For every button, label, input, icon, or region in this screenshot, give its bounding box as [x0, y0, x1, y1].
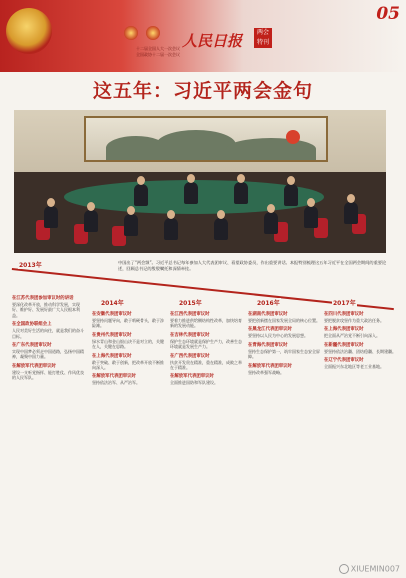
timeline-column [92, 312, 166, 390]
watermark-text: XIUEMIN007 [350, 564, 400, 574]
quote-entry: 在黑龙江代表团审议时 要坚持以人民为中心的发展思想。 [248, 327, 308, 339]
timeline-column [170, 312, 244, 390]
intro-text: 中国出了“两会频”。习近平总书记每年参加人大代表团审议、看望政协委员，作出重要讲话。本报特别梳理这五年习近平在全国两会期间的重要论述，回顾总书记的殷殷嘱托和深情牵挂。 [118, 260, 387, 271]
quote-entry: 在江西代表团审议时 要着力推进供给侧结构性改革，加快培育新的发展动能。 [170, 312, 242, 329]
page-header [0, 0, 406, 72]
cppcc-emblem-icon [146, 26, 160, 40]
national-emblem-icon [6, 8, 52, 54]
quote-entry: 在江苏代表团参加审议时的讲话 要深化改革开放，推动科学发展，实现好、维护好、发展好最广大人民根本利益。 [12, 296, 80, 318]
quote-entry: 在解放军代表团审议时 坚持依法治军、从严治军。 [92, 374, 140, 386]
quote-entry: 在广东代表团审议时 实现中国梦必须走中国道路，弘扬中国精神，凝聚中国力量。 [12, 343, 84, 360]
meeting-photo [14, 110, 386, 253]
quote-entry: 在上海代表团审议时 敢于突破、敢于创新，把改革开放不断推向深入。 [92, 353, 164, 371]
quote-entry: 在解放军代表团审议时 坚持改革强军战略。 [248, 363, 292, 375]
quote-entry: 在辽宁代表团审议时 全面振兴东北地区等老工业基地。 [324, 358, 384, 370]
timeline-column [248, 312, 322, 379]
quote-entry: 在上海代表团审议时 把全面从严治党不断引向深入。 [324, 327, 380, 339]
watermark [339, 564, 400, 574]
quote-entry: 在四川代表团审议时 要把脱贫攻坚作为重大政治任务。 [324, 312, 384, 323]
page-title: 这五年：习近平两会金句 [92, 80, 313, 102]
special-edition-badge: 两会特刊 [254, 28, 272, 48]
year-marker: 2015年 [179, 300, 202, 307]
quote-entry: 在吉林代表团审议时 保护生态环境就是保护生产力，改善生态环境就是发展生产力。 [170, 332, 242, 350]
npc-emblem-icon [124, 26, 138, 40]
year-marker: 2013年 [19, 262, 42, 269]
quote-entry: 在广西代表团审议时 扶贫开发贵在精准，重在精准，成败之举在于精准。 [170, 353, 242, 371]
wechat-icon [339, 564, 349, 574]
timeline [12, 260, 396, 560]
quote-entry: 在湖南代表团审议时 要把创新摆在国家发展全局的核心位置。 [248, 312, 320, 323]
quote-entry: 在全国政协联组会上 人民对美好生活的向往，就是我们的奋斗目标。 [12, 322, 84, 339]
page-number: 05 [376, 4, 400, 24]
quote-entry: 在贵州代表团审议时 绿水青山和金山银山决不是对立的，关键在人，关键在思路。 [92, 332, 164, 350]
quote-entry: 在青海代表团审议时 坚持生态保护第一，筑牢国家生态安全屏障。 [248, 342, 320, 360]
quote-entry: 在安徽代表团审议时 要坚持问题导向，敢于啃硬骨头，敢于涉险滩。 [92, 312, 164, 329]
year-marker: 2014年 [101, 300, 124, 307]
timeline-column [324, 312, 398, 374]
quote-entry: 在新疆代表团审议时 要坚持依法治疆、团结稳疆、长期建疆。 [324, 342, 396, 354]
masthead: 人民日报 [182, 32, 243, 50]
year-marker: 2017年 [333, 300, 356, 307]
timeline-column [12, 296, 86, 385]
meeting-line-cppcc: 全国政协十二届一次会议 [136, 52, 180, 57]
year-marker: 2016年 [257, 300, 280, 307]
quote-entry: 在解放军代表团审议时 建设一支听党指挥、能打胜仗、作风优良的人民军队。 [12, 363, 84, 381]
meeting-line-npc: 十二届全国人大一次会议 [136, 46, 180, 51]
quote-entry: 在解放军代表团审议时 全面推进国防和军队建设。 [170, 374, 218, 386]
